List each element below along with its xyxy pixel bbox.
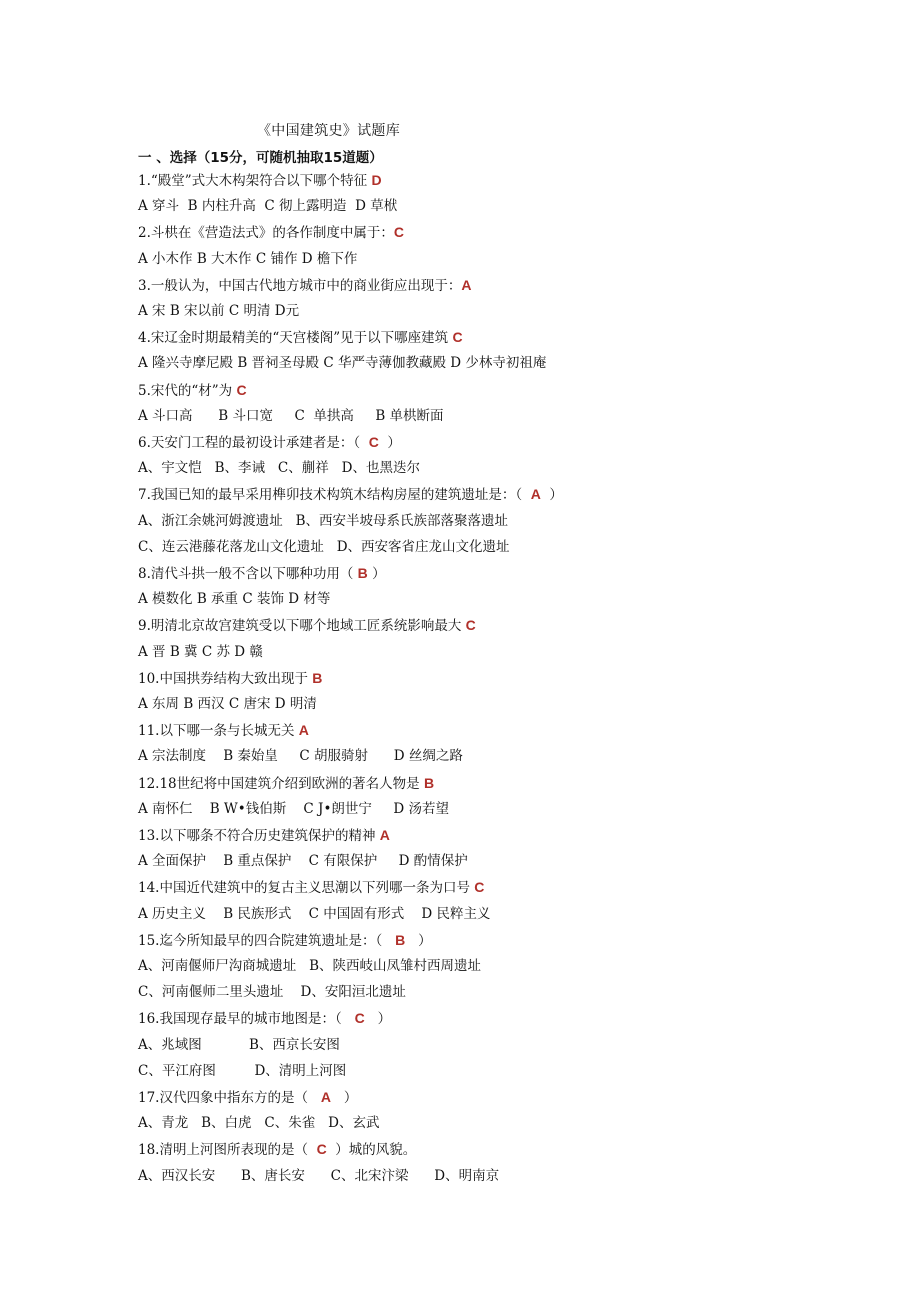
line-text: 18.清明上河图所表现的是（	[138, 1142, 317, 1159]
line-text: A 晋 B 冀 C 苏 D 赣	[138, 643, 263, 660]
line-text: 11.以下哪一条与长城无关	[138, 723, 299, 740]
option-line	[138, 1062, 346, 1080]
question-line	[138, 878, 484, 897]
option-line	[138, 459, 420, 477]
line-text: C、平江府图 D、清明上河图	[138, 1062, 347, 1079]
option-line	[138, 590, 330, 608]
line-text: A、浙江余姚河姆渡遗址 B、西安半坡母系氏族部落聚落遗址	[138, 512, 509, 529]
line-text: A 东周 B 西汉 C 唐宋 D 明清	[138, 696, 317, 712]
question-line	[138, 616, 476, 635]
option-line	[138, 407, 444, 425]
question-line	[138, 171, 382, 190]
answer-mark: C	[474, 879, 485, 896]
answer-mark: D	[371, 172, 382, 188]
question-line	[138, 485, 563, 504]
answer-mark: A	[530, 486, 541, 503]
line-text: 12.18世纪将中国建筑介绍到欧洲的著名人物是	[138, 775, 424, 792]
answer-mark: C	[452, 329, 463, 346]
answer-mark: A	[298, 722, 309, 739]
question-line	[138, 1009, 391, 1028]
line-text: A 小木作 B 大木作 C 铺作 D 檐下作	[138, 250, 358, 267]
answer-mark: C	[465, 617, 476, 634]
answer-mark: C	[368, 434, 379, 450]
question-line	[138, 381, 247, 400]
line-text: A 历史主义 B 民族形式 C 中国固有形式 D 民粹主义	[138, 905, 491, 922]
answer-mark: C	[354, 1010, 365, 1027]
line-text: 9.明清北京故宫建筑受以下哪个地域工匠系统影响最大	[138, 618, 466, 635]
line-suffix: ）	[364, 1011, 392, 1028]
answer-mark: B	[357, 565, 368, 581]
question-line	[138, 721, 309, 740]
question-line	[138, 826, 390, 845]
line-text: A 斗口高 B 斗口宽 C 单拱高 B 单栱断面	[138, 407, 444, 424]
option-line	[138, 538, 510, 556]
answer-mark: C	[316, 1141, 327, 1158]
question-line	[138, 433, 401, 452]
line-text: 16.我国现存最早的城市地图是：（	[138, 1011, 355, 1028]
line-suffix: ）	[367, 566, 386, 582]
line-text: A、宇文恺 B、李诫 C、蒯祥 D、也黑迭尔	[138, 460, 420, 477]
line-text: A 宋 B 宋以前 C 明清 D元	[138, 303, 300, 319]
option-line	[138, 800, 449, 818]
line-text: A、西汉长安 B、唐长安 C、北宋汴梁 D、明南京	[138, 1167, 500, 1184]
answer-mark: A	[320, 1089, 331, 1105]
option-line	[138, 852, 468, 870]
answer-mark: C	[393, 224, 405, 241]
line-text: 1.“殿堂”式大木构架符合以下哪个特征	[138, 173, 372, 189]
answer-mark: A	[461, 276, 472, 293]
line-suffix: ）	[540, 487, 563, 504]
line-text: A 模数化 B 承重 C 装饰 D 材等	[138, 591, 331, 608]
option-line	[138, 1114, 379, 1132]
line-text: C、河南偃师二里头遗址 D、安阳洹北遗址	[138, 984, 406, 1001]
option-line	[138, 695, 317, 713]
line-suffix: ）	[405, 932, 432, 949]
line-text: A 隆兴寺摩尼殿 B 晋祠圣母殿 C 华严寺薄伽教藏殿 D 少林寺初祖庵	[138, 355, 547, 372]
option-line	[138, 512, 508, 530]
option-line	[138, 197, 397, 215]
line-text: 7.我国已知的最早采用榫卯技术构筑木结构房屋的建筑遗址是：（	[138, 487, 531, 504]
option-line	[138, 643, 263, 661]
line-text: 17.汉代四象中指东方的是（	[138, 1090, 321, 1106]
line-text: C、连云港藤花落龙山文化遗址 D、西安客省庄龙山文化遗址	[138, 538, 510, 555]
line-text: 10.中国拱券结构大致出现于	[138, 670, 313, 687]
option-line	[138, 1167, 499, 1185]
line-text: 8.清代斗拱一般不含以下哪种功用（	[138, 566, 358, 582]
option-line	[138, 1036, 340, 1054]
question-line	[138, 774, 434, 793]
option-line	[138, 983, 406, 1001]
line-text: A 宗法制度 B 秦始皇 C 胡服骑射 D 丝绸之路	[138, 748, 463, 765]
line-text: A、青龙 B、白虎 C、朱雀 D、玄武	[138, 1115, 380, 1132]
option-line	[138, 957, 481, 975]
answer-mark: C	[236, 381, 247, 398]
document-title: 《中国建筑史》试题库	[257, 123, 400, 139]
line-text: A 南怀仁 B W•钱伯斯 C J•朗世宁 D 汤若望	[138, 800, 449, 817]
option-line	[138, 354, 546, 372]
question-line	[138, 564, 386, 583]
line-text: 13.以下哪条不符合历史建筑保护的精神	[138, 828, 380, 844]
option-line	[138, 905, 490, 923]
line-text: 2.斗栱在《营造法式》的各作制度中属于：	[138, 225, 394, 242]
answer-mark: A	[379, 827, 390, 843]
section-heading: 一 、选择（15分，可随机抽取15道题）	[138, 150, 383, 166]
answer-mark: B	[423, 774, 435, 791]
question-line	[138, 1088, 357, 1107]
line-text: 5.宋代的“材”为	[138, 382, 237, 399]
answer-mark: B	[395, 931, 406, 948]
line-text: 4.宋辽金时期最精美的“天宫楼阁”见于以下哪座建筑	[138, 330, 453, 347]
question-line	[138, 1140, 416, 1159]
question-line	[138, 931, 432, 950]
line-text: 15.迄今所知最早的四合院建筑遗址是：（	[138, 932, 396, 949]
line-text: A、河南偃师尸沟商城遗址 B、陕西岐山凤雏村西周遗址	[138, 958, 482, 974]
line-text: 3.一般认为，中国古代地方城市中的商业街应出现于：	[138, 277, 462, 294]
question-line	[138, 328, 463, 347]
line-suffix: ）	[378, 435, 401, 451]
line-suffix: ）	[330, 1090, 358, 1106]
line-text: 6.天安门工程的最初设计承建者是：（	[138, 435, 369, 451]
option-line	[138, 250, 357, 268]
question-line	[138, 276, 472, 295]
line-text: A 穿斗 B 内柱升高 C 彻上露明造 D 草栿	[138, 198, 398, 215]
line-text: 14.中国近代建筑中的复古主义思潮以下列哪一条为口号	[138, 880, 475, 897]
line-text: A 全面保护 B 重点保护 C 有限保护 D 酌情保护	[138, 853, 468, 870]
line-text: A、兆域图 B、西京长安图	[138, 1036, 340, 1053]
option-line	[138, 747, 463, 765]
question-line	[138, 223, 404, 242]
line-suffix: ）城的风貌。	[326, 1142, 417, 1159]
answer-mark: B	[312, 669, 323, 686]
option-line	[138, 302, 299, 320]
question-line	[138, 669, 322, 688]
